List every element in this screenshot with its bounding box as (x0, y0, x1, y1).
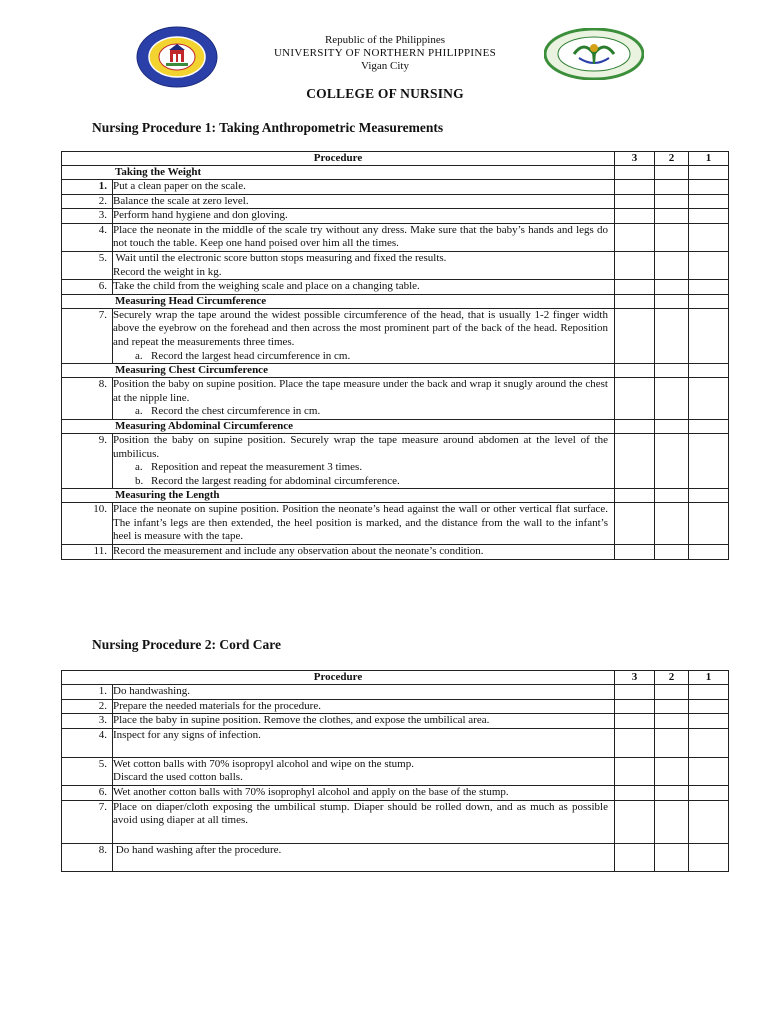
table-row (62, 757, 729, 785)
procedure-header: Procedure (62, 671, 615, 685)
step-text: Put a clean paper on the scale. (113, 180, 615, 195)
score-2-header: 2 (655, 152, 689, 166)
step-text: Take the child from the weighing scale and place on a changing table. (113, 280, 615, 295)
score-cell[interactable] (655, 308, 689, 363)
sub-step (113, 350, 608, 364)
score-cell[interactable] (615, 843, 655, 871)
procedure2-title: Nursing Procedure 2: Cord Care (92, 637, 281, 652)
sub-step-label: b. (135, 474, 144, 487)
score-cell[interactable] (689, 378, 729, 420)
sub-step (113, 461, 608, 475)
procedure2-table (61, 670, 729, 872)
step-text: Position the baby on supine position. Securely wrap the tape measure around abdomen at the level of the umbilicus. (113, 433, 608, 460)
table-row (62, 280, 729, 295)
score-cell[interactable] (689, 294, 729, 308)
score-cell[interactable] (615, 194, 655, 209)
score-cell[interactable] (655, 419, 689, 433)
table-header-row (62, 152, 729, 166)
score-cell[interactable] (689, 308, 729, 363)
step-number: 10. (62, 503, 113, 545)
step-text: Position the baby on supine position. Place the tape measure under the back and wrap it snugly around the chest at the nipple line. (113, 378, 608, 404)
score-cell[interactable] (615, 757, 655, 785)
step-number: 7. (62, 800, 113, 843)
score-3-header: 3 (615, 152, 655, 166)
table-row (62, 843, 729, 871)
step-text: Wet cotton balls with 70% isopropyl alcohol and wipe on the stump. (113, 757, 414, 770)
score-cell[interactable] (655, 433, 689, 488)
score-cell[interactable] (655, 364, 689, 378)
score-cell[interactable] (615, 166, 655, 180)
score-cell[interactable] (655, 223, 689, 251)
score-cell[interactable] (655, 294, 689, 308)
step-number: 8. (62, 843, 113, 871)
score-cell[interactable] (655, 685, 689, 700)
step-text-continued: Discard the used cotton balls. (113, 771, 243, 784)
step-number: 6. (62, 280, 113, 295)
table-row (62, 308, 729, 363)
section-row (62, 294, 729, 308)
step-number: 7. (62, 308, 113, 363)
step-text-continued: Record the weight in kg. (113, 265, 222, 278)
sub-step-label: a. (135, 405, 143, 418)
score-cell[interactable] (615, 209, 655, 224)
score-cell[interactable] (655, 714, 689, 729)
score-cell[interactable] (615, 800, 655, 843)
section-heading: Measuring the Length (62, 489, 615, 503)
score-cell[interactable] (689, 757, 729, 785)
score-cell[interactable] (655, 180, 689, 195)
score-3-header: 3 (615, 671, 655, 685)
score-cell[interactable] (615, 503, 655, 545)
table-row (62, 503, 729, 545)
section-heading: Measuring Abdominal Circumference (62, 419, 615, 433)
step-number: 3. (62, 209, 113, 224)
score-cell[interactable] (615, 364, 655, 378)
sub-step-text: Reposition and repeat the measurement 3 times. (151, 461, 363, 474)
score-cell[interactable] (655, 699, 689, 714)
table-row (62, 685, 729, 700)
sub-step-text: Record the largest reading for abdominal circumference. (151, 474, 400, 487)
section-heading: Measuring Head Circumference (62, 294, 615, 308)
score-2-header: 2 (655, 671, 689, 685)
table-row (62, 223, 729, 251)
score-cell[interactable] (689, 503, 729, 545)
table-row (62, 378, 729, 420)
score-cell[interactable] (615, 714, 655, 729)
table-row (62, 800, 729, 843)
step-number: 6. (62, 785, 113, 800)
score-cell[interactable] (655, 545, 689, 560)
table-row (62, 251, 729, 279)
score-cell[interactable] (615, 699, 655, 714)
score-cell[interactable] (689, 685, 729, 700)
republic-line: Republic of the Philippines (324, 34, 446, 46)
score-cell[interactable] (615, 223, 655, 251)
table-row (62, 545, 729, 560)
step-text: Place the neonate on supine position. Position the neonate’s head against the wall or other vertical flat surface. The infant’s legs are then extended, the heel position is marked, and the distance from the wall to the infant’s heel is measure with the tape. (113, 503, 615, 545)
step-text-cell (113, 433, 615, 488)
step-number: 1. (62, 685, 113, 700)
score-cell[interactable] (689, 489, 729, 503)
step-text: Securely wrap the tape around the widest possible circumference of the head, that is usually 1-2 finger width above the eyebrow on the forehead and then across the most prominent part of the back of the head. Reposition and repeat the measurements three times. (113, 308, 608, 348)
score-cell[interactable] (689, 364, 729, 378)
score-cell[interactable] (615, 280, 655, 295)
section-row (62, 166, 729, 180)
step-text-cell (113, 251, 615, 279)
score-cell[interactable] (655, 489, 689, 503)
step-text: Wet another cotton balls with 70% isoprophyl alcohol and apply on the base of the stump. (113, 785, 615, 800)
step-text-cell (113, 378, 615, 420)
section-row (62, 489, 729, 503)
step-text-cell (113, 308, 615, 363)
step-text: Prepare the needed materials for the procedure. (113, 699, 615, 714)
score-cell[interactable] (655, 378, 689, 420)
step-number: 2. (62, 699, 113, 714)
score-cell[interactable] (689, 785, 729, 800)
sub-step (113, 475, 608, 489)
score-cell[interactable] (689, 180, 729, 195)
step-number: 5. (62, 251, 113, 279)
step-number: 2. (62, 194, 113, 209)
step-text: Record the measurement and include any observation about the neonate’s condition. (113, 545, 615, 560)
table-row (62, 728, 729, 757)
score-cell[interactable] (689, 209, 729, 224)
university-seal-logo (136, 26, 218, 88)
score-cell[interactable] (655, 757, 689, 785)
score-cell[interactable] (655, 503, 689, 545)
score-cell[interactable] (689, 166, 729, 180)
score-cell[interactable] (615, 785, 655, 800)
section-row (62, 364, 729, 378)
table-row (62, 209, 729, 224)
score-1-header: 1 (689, 671, 729, 685)
procedure1-title: Nursing Procedure 1: Taking Anthropometric Measurements (92, 120, 444, 135)
score-cell[interactable] (615, 489, 655, 503)
score-cell[interactable] (655, 728, 689, 757)
step-number: 5. (62, 757, 113, 785)
procedure-header: Procedure (62, 152, 615, 166)
table-row (62, 180, 729, 195)
score-cell[interactable] (615, 433, 655, 488)
score-cell[interactable] (689, 433, 729, 488)
score-cell[interactable] (689, 223, 729, 251)
score-cell[interactable] (689, 280, 729, 295)
score-1-header: 1 (689, 152, 729, 166)
sub-step-text: Record the chest circumference in cm. (151, 405, 321, 418)
score-cell[interactable] (655, 280, 689, 295)
step-number: 3. (62, 714, 113, 729)
score-cell[interactable] (689, 800, 729, 843)
score-cell[interactable] (615, 545, 655, 560)
step-number: 11. (62, 545, 113, 560)
table-row (62, 714, 729, 729)
college-of-nursing-logo (544, 28, 644, 80)
score-cell[interactable] (689, 728, 729, 757)
step-text: Do hand washing after the procedure. (113, 843, 615, 871)
table-row (62, 699, 729, 714)
step-text: Place the neonate in the middle of the scale try without any dress. Make sure that the baby’s hands and legs do not touch the table. Keep one hand poised over him all the times. (113, 223, 615, 251)
score-cell[interactable] (689, 843, 729, 871)
section-heading: Taking the Weight (62, 166, 615, 180)
sub-step-text: Record the largest head circumference in cm. (151, 349, 351, 362)
score-cell[interactable] (615, 685, 655, 700)
step-number: 4. (62, 223, 113, 251)
college-title: COLLEGE OF NURSING (306, 86, 464, 101)
sub-step-label: a. (135, 461, 143, 474)
score-cell[interactable] (655, 194, 689, 209)
step-text: Place on diaper/cloth exposing the umbilical stump. Diaper should be rolled down, and as much as possible avoid using diaper at all times. (113, 800, 615, 843)
score-cell[interactable] (615, 251, 655, 279)
score-cell[interactable] (689, 545, 729, 560)
score-cell[interactable] (615, 419, 655, 433)
score-cell[interactable] (655, 251, 689, 279)
score-cell[interactable] (689, 714, 729, 729)
score-cell[interactable] (655, 843, 689, 871)
sub-step-label: a. (135, 349, 143, 362)
score-cell[interactable] (655, 209, 689, 224)
score-cell[interactable] (615, 294, 655, 308)
university-name: UNIVERSITY OF NORTHERN PHILIPPINES (273, 47, 497, 59)
table-header-row (62, 671, 729, 685)
score-cell[interactable] (655, 166, 689, 180)
sub-step (113, 405, 608, 419)
score-cell[interactable] (655, 800, 689, 843)
step-number: 1. (62, 180, 113, 195)
city-line: Vigan City (361, 60, 409, 72)
step-text: Balance the scale at zero level. (113, 194, 615, 209)
table-row (62, 785, 729, 800)
section-row (62, 419, 729, 433)
table-row (62, 194, 729, 209)
score-cell[interactable] (689, 699, 729, 714)
step-number: 8. (62, 378, 113, 420)
procedure1-table (61, 151, 729, 560)
step-text: Perform hand hygiene and don gloving. (113, 209, 615, 224)
section-heading: Measuring Chest Circumference (62, 364, 615, 378)
score-cell[interactable] (689, 419, 729, 433)
step-number: 4. (62, 728, 113, 757)
step-text-cell (113, 757, 615, 785)
step-text: Do handwashing. (113, 685, 615, 700)
score-cell[interactable] (615, 378, 655, 420)
score-cell[interactable] (655, 785, 689, 800)
step-text: Inspect for any signs of infection. (113, 728, 615, 757)
score-cell[interactable] (615, 308, 655, 363)
step-number: 9. (62, 433, 113, 488)
table-row (62, 433, 729, 488)
score-cell[interactable] (689, 194, 729, 209)
step-text: Place the baby in supine position. Remove the clothes, and expose the umbilical area. (113, 714, 615, 729)
score-cell[interactable] (615, 728, 655, 757)
score-cell[interactable] (615, 180, 655, 195)
step-text: Wait until the electronic score button stops measuring and fixed the results. (113, 251, 447, 264)
score-cell[interactable] (689, 251, 729, 279)
